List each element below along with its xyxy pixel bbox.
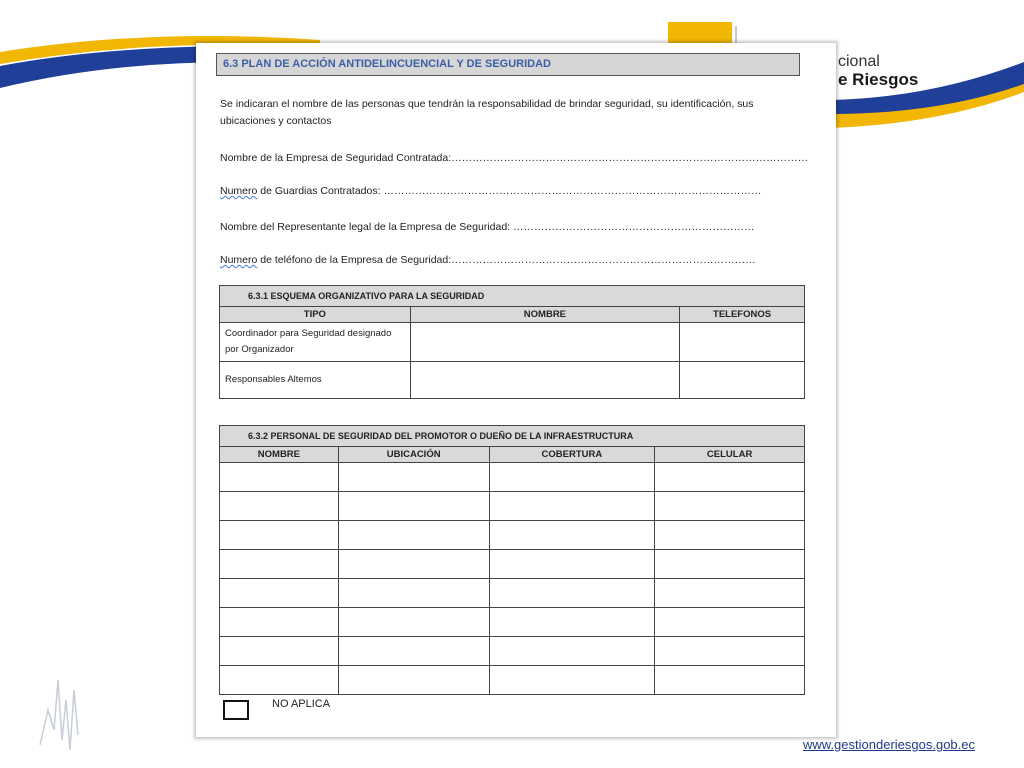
table-cell-input[interactable] <box>338 521 489 550</box>
table-cell-input[interactable] <box>220 608 339 637</box>
no-aplica-checkbox[interactable] <box>223 700 249 720</box>
table-cell-input[interactable] <box>489 492 655 521</box>
field-guard-count <box>220 183 761 200</box>
no-aplica-label: NO APLICA <box>272 698 331 710</box>
table-cell-input[interactable] <box>489 550 655 579</box>
field-dots[interactable]: …………………………………………………………… <box>513 221 755 233</box>
security-personnel-table <box>219 425 805 695</box>
table-cell-input[interactable] <box>410 362 679 399</box>
column-header-nombre: NOMBRE <box>410 307 679 323</box>
table-row <box>220 666 805 695</box>
column-header-cobertura: COBERTURA <box>489 447 655 463</box>
table-cell-input[interactable] <box>220 666 339 695</box>
table-cell-input[interactable] <box>655 637 805 666</box>
table-cell-input[interactable] <box>655 550 805 579</box>
table-row <box>220 463 805 492</box>
table-row <box>220 579 805 608</box>
table-cell-input[interactable] <box>220 521 339 550</box>
field-label: Nombre del Representante legal de la Empresa de Seguridad: <box>220 221 514 233</box>
table-cell-input[interactable] <box>338 579 489 608</box>
field-dots[interactable]: ……………………………………………………………………………………………… <box>383 185 762 197</box>
table-row <box>220 637 805 666</box>
table-cell-input[interactable] <box>220 637 339 666</box>
table-cell-input[interactable] <box>489 463 655 492</box>
table-cell-type: Coordinador para Seguridad designado por Organizador <box>220 323 411 362</box>
field-dots[interactable]: …………………………………………………………………………… <box>451 254 756 266</box>
table-row <box>220 608 805 637</box>
field-label-word: Numero <box>220 185 258 197</box>
field-company-phone <box>220 252 756 269</box>
brand-name-line2: e Riesgos <box>838 70 919 89</box>
field-company-name <box>220 150 808 167</box>
table-cell-input[interactable] <box>220 579 339 608</box>
table-cell-input[interactable] <box>338 463 489 492</box>
table-cell-input[interactable] <box>338 608 489 637</box>
table-cell-input[interactable] <box>655 608 805 637</box>
table-cell-input[interactable] <box>220 463 339 492</box>
table-cell-input[interactable] <box>489 579 655 608</box>
column-header-tipo: TIPO <box>220 307 411 323</box>
table-cell-input[interactable] <box>220 492 339 521</box>
table-cell-input[interactable] <box>655 463 805 492</box>
table-caption: 6.3.2 PERSONAL DE SEGURIDAD DEL PROMOTOR O DUEÑO DE LA INFRAESTRUCTURA <box>220 426 805 447</box>
column-header-celular: CELULAR <box>655 447 805 463</box>
column-header-ubicacion: UBICACIÓN <box>338 447 489 463</box>
field-label: de teléfono de la Empresa de Seguridad: <box>257 254 452 266</box>
footer-link[interactable]: www.gestionderiesgos.gob.ec <box>803 737 975 752</box>
table-cell-input[interactable] <box>655 521 805 550</box>
field-label-word: Numero <box>220 254 258 266</box>
table-cell-input[interactable] <box>655 492 805 521</box>
table-cell-input[interactable] <box>655 579 805 608</box>
table-cell-input[interactable] <box>489 666 655 695</box>
table-caption: 6.3.1 ESQUEMA ORGANIZATIVO PARA LA SEGURIDAD <box>220 286 805 307</box>
table-cell-type: Responsables Altemos <box>220 362 411 399</box>
field-label: de Guardias Contratados: <box>257 185 384 197</box>
table-row <box>220 550 805 579</box>
table-cell-input[interactable] <box>680 362 805 399</box>
security-organization-table <box>219 285 805 399</box>
document-page <box>196 43 836 737</box>
table-cell-input[interactable] <box>680 323 805 362</box>
field-label: Nombre de la Empresa de Seguridad Contratada: <box>220 152 452 164</box>
table-cell-input[interactable] <box>655 666 805 695</box>
table-cell-input[interactable] <box>489 521 655 550</box>
table-row <box>220 492 805 521</box>
table-cell-input[interactable] <box>489 608 655 637</box>
table-cell-input[interactable] <box>338 550 489 579</box>
intro-text: Se indicaran el nombre de las personas que tendrán la responsabilidad de brindar seguridad, su identificación, sus ubicaciones y contactos <box>220 98 754 127</box>
field-dots[interactable]: ………………………………………………………………………………………… <box>451 152 809 164</box>
table-cell-input[interactable] <box>220 550 339 579</box>
table-cell-input[interactable] <box>338 492 489 521</box>
table-cell-input[interactable] <box>338 666 489 695</box>
column-header-telefonos: TELEFONOS <box>680 307 805 323</box>
table-row <box>220 521 805 550</box>
column-header-nombre: NOMBRE <box>220 447 339 463</box>
table-cell-input[interactable] <box>489 637 655 666</box>
table-cell-input[interactable] <box>338 637 489 666</box>
section-title: 6.3 PLAN DE ACCIÓN ANTIDELINCUENCIAL Y DE SEGURIDAD <box>216 53 800 76</box>
field-legal-representative <box>220 219 755 236</box>
brand-name-line1: cional <box>838 53 880 70</box>
table-cell-input[interactable] <box>410 323 679 362</box>
